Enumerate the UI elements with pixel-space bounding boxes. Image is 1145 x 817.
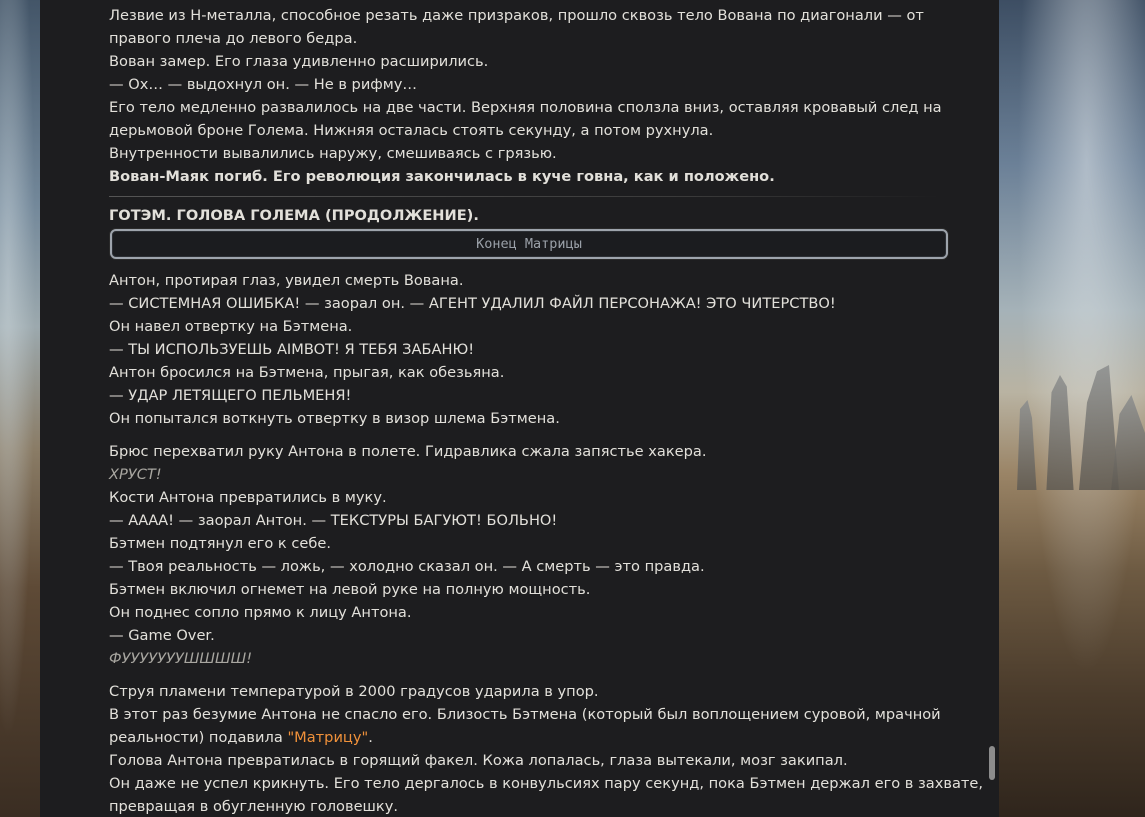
story-block-2	[109, 269, 959, 430]
story-line: Он даже не успел крикнуть. Его тело дергалось в конвульсиях пару секунд, пока Бэтмен держал его в захвате,	[109, 775, 984, 792]
story-line: превращая в обугленную головешку.	[109, 798, 398, 815]
rock-formation	[1011, 400, 1041, 490]
sound-effect: ФУУУУУУУШШШШ!	[109, 650, 253, 667]
story-content	[109, 4, 984, 817]
rock-formation	[1111, 395, 1145, 490]
story-panel	[40, 0, 999, 817]
story-line: Он попытался воткнуть отвертку в визор шлема Бэтмена.	[109, 410, 560, 427]
story-text: реальности) подавила	[109, 729, 288, 746]
story-line: Он навел отвертку на Бэтмена.	[109, 318, 353, 335]
story-line: — СИСТЕМНАЯ ОШИБКА! — заорал он. — АГЕНТ УДАЛИЛ ФАЙЛ ПЕРСОНАЖА! ЭТО ЧИТЕРСТВО!	[109, 295, 836, 312]
story-line: В этот раз безумие Антона не спасло его. Близость Бэтмена (который был воплощением суровой, мрачной	[109, 706, 941, 723]
story-line: Он поднес сопло прямо к лицу Антона.	[109, 604, 412, 621]
section-divider	[109, 196, 939, 197]
sound-effect: ХРУСТ!	[109, 466, 162, 483]
story-line: Струя пламени температурой в 2000 градусов ударила в упор.	[109, 683, 599, 700]
rock-formation	[1043, 375, 1077, 490]
story-line: Бэтмен подтянул его к себе.	[109, 535, 331, 552]
story-line: — Game Over.	[109, 627, 215, 644]
section-heading: ГОТЭМ. ГОЛОВА ГОЛЕМА (ПРОДОЛЖЕНИЕ).	[109, 207, 479, 224]
story-line: Бэтмен включил огнемет на левой руке на полную мощность.	[109, 581, 591, 598]
story-line: — АААА! — заорал Антон. — ТЕКСТУРЫ БАГУЮТ! БОЛЬНО!	[109, 512, 558, 529]
story-line: Брюс перехватил руку Антона в полете. Гидравлика сжала запястье хакера.	[109, 443, 707, 460]
highlighted-text: "Матрицу"	[287, 729, 369, 746]
story-block-3	[109, 440, 959, 670]
rock-formation	[1079, 365, 1119, 490]
background-right	[999, 0, 1145, 817]
paragraph-gap	[109, 430, 959, 440]
story-block-1	[109, 4, 959, 188]
story-line: правого плеча до левого бедра.	[109, 30, 358, 47]
story-line: Антон, протирая глаз, увидел смерть Вована.	[109, 272, 464, 289]
paragraph-gap	[109, 670, 959, 680]
story-line: Антон бросился на Бэтмена, прыгая, как обезьяна.	[109, 364, 505, 381]
story-line: Его тело медленно развалилось на две части. Верхняя половина сползла вниз, оставляя кровавый след на	[109, 99, 942, 116]
story-line	[109, 726, 959, 749]
story-line: Вован замер. Его глаза удивленно расширились.	[109, 53, 489, 70]
story-block-4	[109, 680, 984, 817]
story-line: — УДАР ЛЕТЯЩЕГО ПЕЛЬМЕНЯ!	[109, 387, 352, 404]
story-line: Кости Антона превратились в муку.	[109, 489, 387, 506]
story-line: — ТЫ ИСПОЛЬЗУЕШЬ AIMBOT! Я ТЕБЯ ЗАБАНЮ!	[109, 341, 475, 358]
background-left	[0, 0, 40, 817]
story-line: дерьмовой броне Голема. Нижняя осталась стоять секунду, а потом рухнула.	[109, 122, 714, 139]
story-line: Лезвие из Н-металла, способное резать даже призраков, прошло сквозь тело Вована по диагонали — от	[109, 7, 924, 24]
story-line: Внутренности вывалились наружу, смешиваясь с грязью.	[109, 145, 557, 162]
story-line: Голова Антона превратилась в горящий факел. Кожа лопалась, глаза вытекали, мозг закипал.	[109, 752, 848, 769]
story-line-bold: Вован-Маяк погиб. Его революция закончилась в куче говна, как и положено.	[109, 168, 775, 185]
story-line: — Твоя реальность — ложь, — холодно сказал он. — А смерть — это правда.	[109, 558, 705, 575]
story-text: .	[368, 729, 373, 746]
story-line: — Ох… — выдохнул он. — Не в рифму…	[109, 76, 418, 93]
scrollbar-thumb[interactable]	[989, 746, 995, 780]
matrix-end-box: Конец Матрицы	[110, 229, 948, 259]
